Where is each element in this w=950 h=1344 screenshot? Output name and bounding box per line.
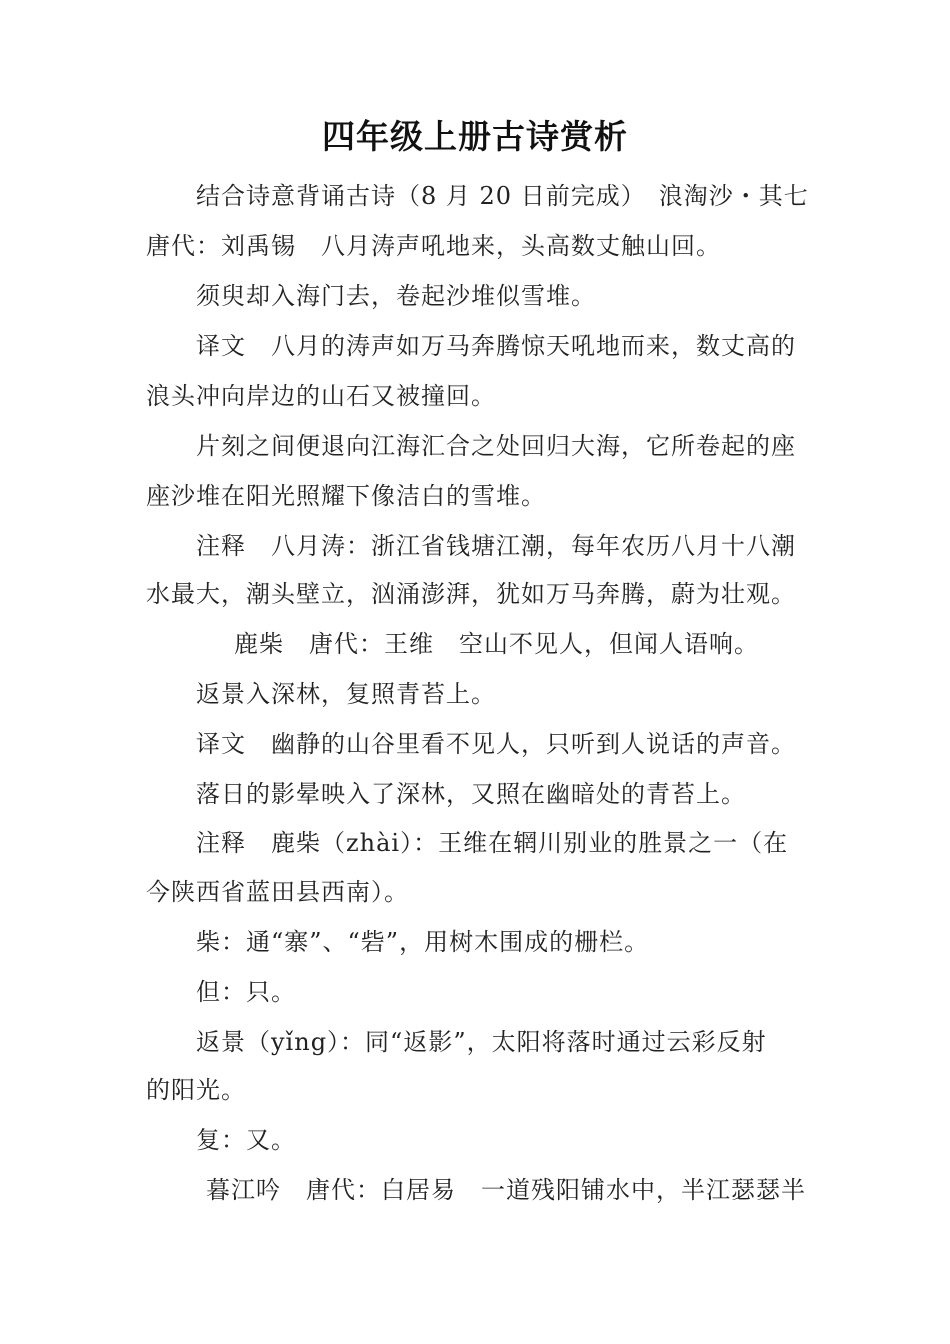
paragraph-line-1: 结合诗意背诵古诗（8 月 20 日前完成） 浪淘沙・其七	[196, 182, 809, 210]
paragraph-line-19: 的阳光。	[146, 1076, 246, 1104]
paragraph-line-17: 但：只。	[196, 978, 296, 1006]
paragraph-line-4: 译文 八月的涛声如万马奔腾惊天吼地而来，数丈高的	[196, 332, 796, 360]
paragraph-line-3: 须臾却入海门去，卷起沙堆似雪堆。	[196, 282, 596, 310]
paragraph-line-2: 唐代：刘禹锡 八月涛声吼地来，头高数丈触山回。	[146, 232, 721, 260]
paragraph-line-5: 浪头冲向岸边的山石又被撞回。	[146, 382, 496, 410]
paragraph-line-14: 注释 鹿柴（zhài）：王维在辋川别业的胜景之一（在	[196, 829, 789, 857]
paragraph-line-6: 片刻之间便退向江海汇合之处回归大海，它所卷起的座	[196, 432, 796, 460]
paragraph-line-8: 注释 八月涛：浙江省钱塘江潮，每年农历八月十八潮	[196, 532, 796, 560]
paragraph-line-9: 水最大，潮头壁立，汹涌澎湃，犹如万马奔腾，蔚为壮观。	[146, 580, 796, 608]
paragraph-line-21: 暮江吟 唐代：白居易 一道残阳铺水中，半江瑟瑟半	[206, 1176, 806, 1204]
paragraph-line-12: 译文 幽静的山谷里看不见人，只听到人说话的声音。	[196, 730, 796, 758]
document-title: 四年级上册古诗赏析	[322, 117, 628, 156]
paragraph-line-7: 座沙堆在阳光照耀下像洁白的雪堆。	[146, 482, 546, 510]
paragraph-line-15: 今陕西省蓝田县西南）。	[146, 878, 409, 906]
paragraph-line-20: 复：又。	[196, 1126, 296, 1154]
paragraph-line-11: 返景入深林，复照青苔上。	[196, 680, 496, 708]
paragraph-line-18: 返景（yǐng）：同“返影”，太阳将落时通过云彩反射	[196, 1028, 767, 1056]
paragraph-line-16: 柴：通“寨”、“砦”，用树木围成的栅栏。	[196, 928, 650, 956]
paragraph-line-10: 鹿柴 唐代：王维 空山不见人，但闻人语响。	[234, 630, 759, 658]
paragraph-line-13: 落日的影晕映入了深林，又照在幽暗处的青苔上。	[196, 780, 746, 808]
